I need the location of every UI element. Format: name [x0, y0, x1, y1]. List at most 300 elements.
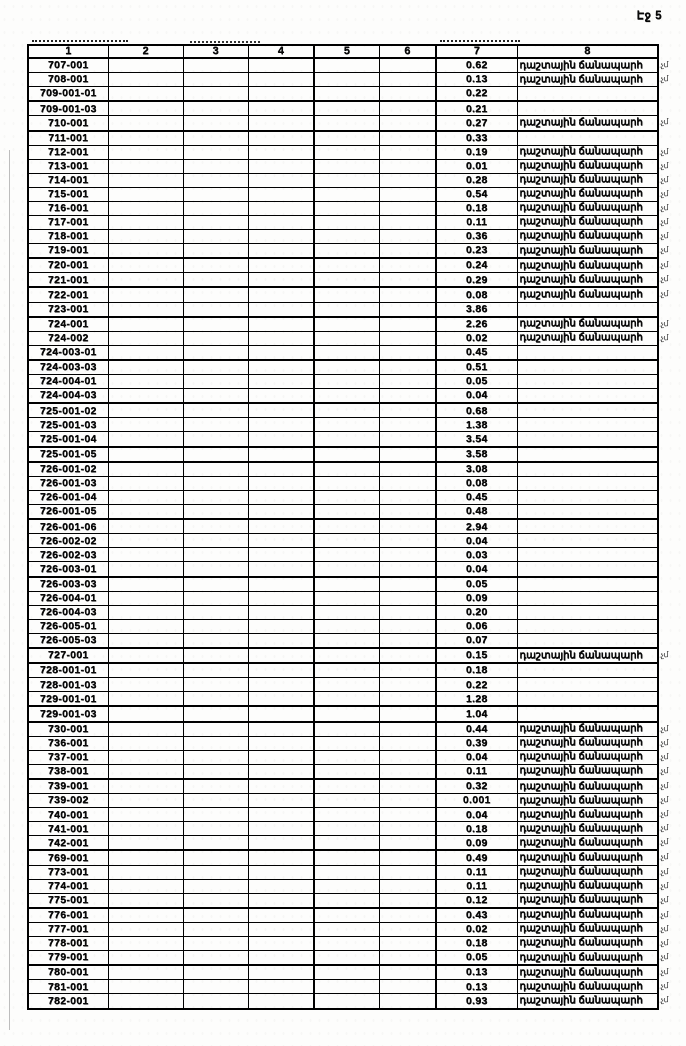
empty-cell	[183, 145, 248, 159]
empty-cell	[108, 418, 183, 432]
table-row	[28, 836, 658, 851]
empty-cell	[183, 879, 248, 893]
empty-cell	[379, 936, 436, 950]
empty-cell	[379, 706, 436, 721]
empty-cell	[183, 101, 248, 116]
margin-mark: .չմ	[658, 866, 669, 877]
parcel-code-cell: 724-004-03	[28, 389, 108, 404]
land-use-note: դաշտային ճանապարհ	[519, 244, 643, 256]
area-value-cell: 0.54	[436, 187, 517, 201]
scan-artifact-dashed-line	[440, 40, 520, 42]
empty-cell	[314, 131, 379, 146]
land-use-note-cell	[517, 562, 658, 577]
empty-cell	[108, 360, 183, 375]
parcel-table	[27, 44, 669, 1010]
empty-cell	[248, 243, 314, 258]
area-value-cell: 0.45	[436, 345, 517, 360]
land-use-note-cell	[517, 73, 669, 87]
empty-cell	[248, 418, 314, 432]
empty-cell	[248, 389, 314, 404]
parcel-code-cell: 724-003-03	[28, 360, 108, 375]
parcel-code-cell: 709-001-01	[28, 87, 108, 102]
empty-cell	[248, 258, 314, 273]
empty-cell	[108, 229, 183, 243]
margin-mark: .չմ	[658, 894, 669, 905]
table-row	[28, 736, 658, 750]
empty-cell	[183, 87, 248, 102]
table-row	[28, 418, 658, 432]
empty-cell	[183, 229, 248, 243]
area-value-cell: 0.11	[436, 879, 517, 893]
margin-mark: .չմ	[658, 880, 669, 891]
land-use-note-cell	[517, 736, 669, 750]
land-use-note: դաշտային ճանապարհ	[519, 980, 643, 992]
column-header: 3	[183, 45, 248, 58]
land-use-note-cell	[517, 808, 669, 822]
table-row	[28, 345, 658, 360]
empty-cell	[379, 173, 436, 187]
empty-cell	[248, 58, 314, 73]
empty-cell	[379, 722, 436, 737]
land-use-note-cell	[517, 331, 669, 345]
land-use-note: դաշտային ճանապարհ	[519, 937, 643, 949]
empty-cell	[183, 750, 248, 764]
empty-cell	[248, 229, 314, 243]
empty-cell	[248, 131, 314, 146]
empty-cell	[248, 548, 314, 562]
empty-cell	[379, 994, 436, 1009]
parcel-code-cell: 725-001-04	[28, 432, 108, 447]
empty-cell	[183, 980, 248, 994]
table-row	[28, 101, 658, 116]
empty-cell	[108, 562, 183, 577]
land-use-note: դաշտային ճանապարհ	[519, 160, 643, 172]
land-use-note-cell	[517, 403, 658, 418]
land-use-note: դաշտային ճանապարհ	[519, 59, 643, 71]
empty-cell	[108, 375, 183, 389]
empty-cell	[314, 432, 379, 447]
table-row	[28, 215, 658, 229]
margin-mark: .չմ	[658, 260, 669, 270]
empty-cell	[379, 87, 436, 102]
empty-cell	[108, 922, 183, 936]
area-value-cell: 0.13	[436, 965, 517, 980]
empty-cell	[108, 173, 183, 187]
empty-cell	[314, 922, 379, 936]
empty-cell	[108, 432, 183, 447]
table-row	[28, 605, 658, 619]
margin-mark: .չմ	[658, 203, 669, 213]
land-use-note: դաշտային ճանապարհ	[519, 966, 643, 978]
area-value-cell: 3.86	[436, 302, 517, 317]
land-use-note-cell	[517, 980, 669, 994]
empty-cell	[183, 403, 248, 418]
empty-cell	[314, 317, 379, 332]
empty-cell	[183, 462, 248, 477]
empty-cell	[379, 591, 436, 605]
margin-mark: .չմ	[658, 823, 669, 833]
empty-cell	[314, 750, 379, 764]
empty-cell	[248, 159, 314, 173]
land-use-note-cell	[517, 908, 669, 923]
margin-mark: .չմ	[658, 188, 669, 199]
parcel-code-cell: 717-001	[28, 215, 108, 229]
land-use-note-cell	[517, 131, 658, 146]
area-value-cell: 0.18	[436, 822, 517, 836]
empty-cell	[314, 145, 379, 159]
empty-cell	[379, 403, 436, 418]
empty-cell	[314, 678, 379, 692]
parcel-code-cell: 725-001-03	[28, 418, 108, 432]
empty-cell	[379, 750, 436, 764]
land-use-note: դաշտային ճանապարհ	[519, 894, 643, 906]
empty-cell	[314, 893, 379, 908]
table-row	[28, 648, 658, 663]
empty-cell	[379, 345, 436, 360]
land-use-note-cell	[517, 950, 669, 965]
empty-cell	[183, 548, 248, 562]
empty-cell	[379, 229, 436, 243]
land-use-note-cell	[517, 187, 669, 201]
area-value-cell: 2.94	[436, 519, 517, 534]
column-header: 1	[28, 45, 108, 58]
empty-cell	[314, 591, 379, 605]
parcel-code-cell: 724-002	[28, 331, 108, 345]
table-row	[28, 922, 658, 936]
empty-cell	[108, 534, 183, 548]
empty-cell	[108, 116, 183, 131]
land-use-note-cell	[517, 764, 669, 779]
empty-cell	[248, 836, 314, 851]
empty-cell	[379, 879, 436, 893]
area-value-cell: 0.49	[436, 850, 517, 865]
area-value-cell: 0.23	[436, 243, 517, 258]
land-use-note: դաշտային ճանապարհ	[519, 923, 643, 935]
empty-cell	[379, 893, 436, 908]
empty-cell	[314, 519, 379, 534]
empty-cell	[108, 605, 183, 619]
empty-cell	[183, 994, 248, 1009]
empty-cell	[379, 432, 436, 447]
empty-cell	[314, 229, 379, 243]
empty-cell	[379, 619, 436, 633]
empty-cell	[379, 375, 436, 389]
empty-cell	[183, 187, 248, 201]
table-row	[28, 116, 658, 131]
table-row	[28, 619, 658, 633]
land-use-note-cell	[517, 145, 669, 159]
empty-cell	[379, 865, 436, 879]
table-row	[28, 965, 658, 980]
empty-cell	[108, 736, 183, 750]
parcel-code-cell: 723-001	[28, 302, 108, 317]
empty-cell	[248, 273, 314, 288]
parcel-code-cell: 712-001	[28, 145, 108, 159]
area-value-cell: 0.43	[436, 908, 517, 923]
land-use-note-cell	[517, 591, 658, 605]
empty-cell	[314, 215, 379, 229]
scan-artifact-dashed-line	[190, 41, 260, 43]
area-value-cell: 0.22	[436, 678, 517, 692]
parcel-code-cell: 729-001-03	[28, 706, 108, 721]
empty-cell	[248, 145, 314, 159]
empty-cell	[248, 201, 314, 215]
table-row	[28, 591, 658, 605]
empty-cell	[248, 950, 314, 965]
margin-mark: .չմ	[658, 766, 669, 776]
parcel-code-cell: 726-004-03	[28, 605, 108, 619]
table-row	[28, 908, 658, 923]
land-use-note: դաշտային ճանապարհ	[519, 288, 643, 300]
empty-cell	[108, 462, 183, 477]
empty-cell	[379, 822, 436, 836]
empty-cell	[379, 908, 436, 923]
land-use-note: դաշտային ճանապարհ	[519, 880, 643, 892]
margin-mark: .չմ	[658, 245, 669, 255]
land-use-note-cell	[517, 879, 669, 893]
empty-cell	[248, 633, 314, 648]
empty-cell	[183, 562, 248, 577]
parcel-code-cell: 709-001-03	[28, 101, 108, 116]
empty-cell	[248, 865, 314, 879]
area-value-cell: 0.36	[436, 229, 517, 243]
empty-cell	[379, 808, 436, 822]
empty-cell	[248, 215, 314, 229]
land-use-note: դաշտային ճանապարհ	[519, 174, 643, 186]
table-row	[28, 633, 658, 648]
land-use-note-cell	[517, 243, 669, 258]
margin-mark: .չմ	[658, 74, 669, 84]
table-row	[28, 505, 658, 520]
land-use-note-cell	[517, 302, 658, 317]
empty-cell	[108, 447, 183, 462]
land-use-note: դաշտային ճանապարհ	[519, 909, 643, 921]
empty-cell	[183, 519, 248, 534]
empty-cell	[183, 505, 248, 520]
empty-cell	[183, 808, 248, 822]
table-row	[28, 375, 658, 389]
empty-cell	[248, 534, 314, 548]
table-row	[28, 159, 658, 173]
empty-cell	[183, 375, 248, 389]
parcel-code-cell: 726-001-04	[28, 491, 108, 505]
empty-cell	[108, 980, 183, 994]
empty-cell	[314, 173, 379, 187]
empty-cell	[183, 215, 248, 229]
empty-cell	[379, 389, 436, 404]
area-value-cell: 0.27	[436, 116, 517, 131]
empty-cell	[314, 187, 379, 201]
empty-cell	[314, 287, 379, 302]
land-use-note: դաշտային ճանապարհ	[519, 188, 643, 200]
table-row	[28, 980, 658, 994]
empty-cell	[248, 994, 314, 1009]
margin-mark: .չմ	[658, 837, 669, 847]
table-row	[28, 131, 658, 146]
land-use-note-cell	[517, 375, 658, 389]
empty-cell	[108, 519, 183, 534]
parcel-code-cell: 728-001-03	[28, 678, 108, 692]
land-use-note-cell	[517, 648, 669, 663]
empty-cell	[379, 519, 436, 534]
empty-cell	[379, 418, 436, 432]
empty-cell	[314, 476, 379, 490]
page-number-label: Էջ 5	[636, 10, 662, 22]
land-use-note-cell	[517, 476, 658, 490]
parcel-code-cell: 726-001-05	[28, 505, 108, 520]
empty-cell	[314, 101, 379, 116]
empty-cell	[248, 648, 314, 663]
land-use-note-cell	[517, 418, 658, 432]
empty-cell	[379, 980, 436, 994]
empty-cell	[248, 750, 314, 764]
empty-cell	[183, 633, 248, 648]
empty-cell	[108, 145, 183, 159]
empty-cell	[108, 215, 183, 229]
land-use-note-cell	[517, 750, 669, 764]
parcel-code-cell: 721-001	[28, 273, 108, 288]
area-value-cell: 0.09	[436, 836, 517, 851]
parcel-code-cell: 726-003-03	[28, 577, 108, 592]
empty-cell	[108, 692, 183, 707]
table-row	[28, 850, 658, 865]
empty-cell	[108, 131, 183, 146]
empty-cell	[108, 258, 183, 273]
empty-cell	[314, 692, 379, 707]
empty-cell	[248, 591, 314, 605]
empty-cell	[379, 360, 436, 375]
land-use-note-cell	[517, 287, 669, 302]
land-use-note: դաշտային ճանապարհ	[519, 995, 643, 1007]
parcel-code-cell: 740-001	[28, 808, 108, 822]
table-row	[28, 950, 658, 965]
empty-cell	[314, 258, 379, 273]
empty-cell	[108, 243, 183, 258]
area-value-cell: 0.45	[436, 491, 517, 505]
empty-cell	[379, 505, 436, 520]
empty-cell	[183, 619, 248, 633]
empty-cell	[183, 908, 248, 923]
land-use-note: դաշտային ճանապարհ	[519, 332, 643, 344]
area-value-cell: 0.13	[436, 73, 517, 87]
parcel-code-cell: 738-001	[28, 764, 108, 779]
empty-cell	[248, 317, 314, 332]
parcel-code-cell: 714-001	[28, 173, 108, 187]
empty-cell	[183, 58, 248, 73]
area-value-cell: 3.54	[436, 432, 517, 447]
empty-cell	[108, 273, 183, 288]
area-value-cell: 0.09	[436, 591, 517, 605]
area-value-cell: 0.04	[436, 534, 517, 548]
land-use-note-cell	[517, 678, 658, 692]
empty-cell	[248, 173, 314, 187]
empty-cell	[379, 779, 436, 794]
table-row	[28, 229, 658, 243]
land-use-note-cell	[517, 317, 669, 332]
table-row	[28, 476, 658, 490]
empty-cell	[314, 879, 379, 893]
empty-cell	[314, 980, 379, 994]
land-use-note: դաշտային ճանապարհ	[519, 230, 643, 242]
empty-cell	[248, 577, 314, 592]
empty-cell	[314, 577, 379, 592]
land-use-note-cell	[517, 229, 669, 243]
parcel-code-cell: 726-005-03	[28, 633, 108, 648]
empty-cell	[248, 375, 314, 389]
land-use-note: դաշտային ճանապարհ	[519, 866, 643, 878]
land-use-note-cell	[517, 794, 669, 808]
empty-cell	[183, 258, 248, 273]
parcel-code-cell: 774-001	[28, 879, 108, 893]
parcel-code-cell: 720-001	[28, 258, 108, 273]
land-use-note-cell	[517, 58, 669, 73]
empty-cell	[379, 462, 436, 477]
land-use-note-cell	[517, 505, 658, 520]
empty-cell	[379, 476, 436, 490]
empty-cell	[314, 706, 379, 721]
empty-cell	[183, 736, 248, 750]
land-use-note-cell	[517, 893, 669, 908]
empty-cell	[379, 302, 436, 317]
area-value-cell: 0.19	[436, 145, 517, 159]
parcel-code-cell: 739-002	[28, 794, 108, 808]
land-use-note-cell	[517, 619, 658, 633]
empty-cell	[183, 605, 248, 619]
area-value-cell: 1.38	[436, 418, 517, 432]
area-value-cell: 0.20	[436, 605, 517, 619]
area-value-cell: 0.08	[436, 287, 517, 302]
land-use-note: դաշտային ճանապարհ	[519, 951, 643, 963]
empty-cell	[108, 591, 183, 605]
land-use-note-cell	[517, 822, 669, 836]
area-value-cell: 0.18	[436, 201, 517, 215]
margin-mark: .չմ	[658, 795, 669, 805]
table-row	[28, 692, 658, 707]
empty-cell	[379, 331, 436, 345]
area-value-cell: 0.22	[436, 87, 517, 102]
empty-cell	[183, 131, 248, 146]
area-value-cell: 0.04	[436, 750, 517, 764]
area-value-cell: 0.93	[436, 994, 517, 1009]
margin-mark: .չմ	[658, 909, 669, 920]
parcel-code-cell: 777-001	[28, 922, 108, 936]
empty-cell	[314, 345, 379, 360]
area-value-cell: 0.18	[436, 936, 517, 950]
empty-cell	[379, 648, 436, 663]
land-use-note: դաշտային ճանապարհ	[519, 836, 643, 848]
land-use-note: դաշտային ճանապարհ	[519, 852, 643, 863]
empty-cell	[183, 534, 248, 548]
empty-cell	[183, 432, 248, 447]
empty-cell	[379, 145, 436, 159]
empty-cell	[183, 865, 248, 879]
parcel-code-cell: 724-001	[28, 317, 108, 332]
empty-cell	[248, 980, 314, 994]
land-use-note: դաշտային ճանապարհ	[519, 794, 643, 806]
empty-cell	[248, 331, 314, 345]
empty-cell	[183, 794, 248, 808]
parcel-code-cell: 728-001-01	[28, 663, 108, 678]
parcel-code-cell: 719-001	[28, 243, 108, 258]
parcel-code-cell: 726-001-06	[28, 519, 108, 534]
empty-cell	[183, 836, 248, 851]
empty-cell	[248, 87, 314, 102]
area-value-cell: 0.24	[436, 258, 517, 273]
empty-cell	[183, 965, 248, 980]
area-value-cell: 0.05	[436, 950, 517, 965]
parcel-code-cell: 724-003-01	[28, 345, 108, 360]
empty-cell	[183, 893, 248, 908]
